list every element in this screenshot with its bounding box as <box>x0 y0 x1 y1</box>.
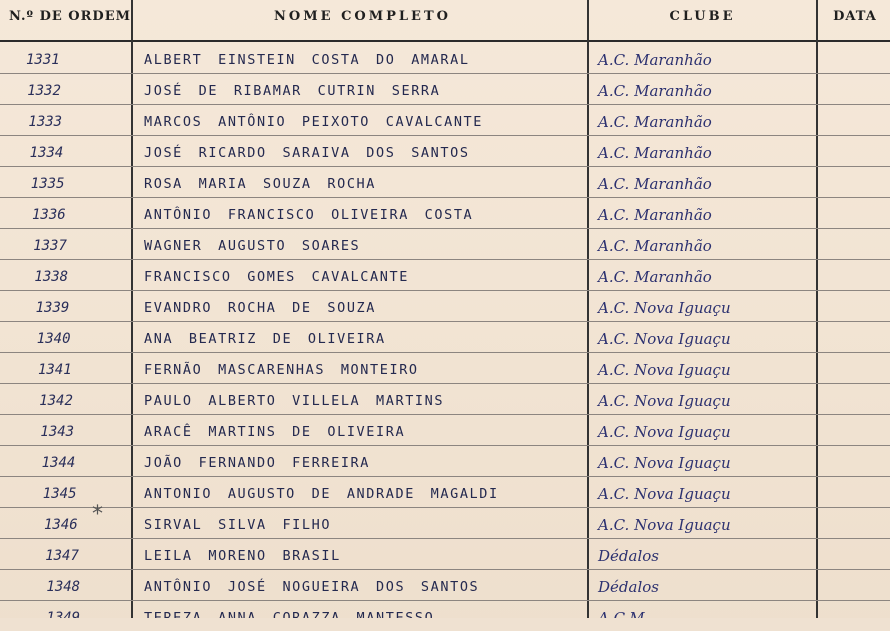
entry-full-name: ALBERT EINSTEIN COSTA DO AMARAL <box>144 52 470 68</box>
entry-order-number: 1342 <box>39 393 73 409</box>
header-club: CLUBE <box>669 9 736 24</box>
entry-full-name: JOSÉ DE RIBAMAR CUTRIN SERRA <box>144 83 441 99</box>
entry-order-number: 1338 <box>34 269 69 285</box>
table-row <box>0 445 890 477</box>
entry-club: A.C. Nova Iguaçu <box>598 516 731 534</box>
entry-full-name: MARCOS ANTÔNIO PEIXOTO CAVALCANTE <box>144 114 484 130</box>
entry-full-name: PAULO ALBERTO VILLELA MARTINS <box>144 393 445 409</box>
entry-full-name: SIRVAL SILVA FILHO <box>144 517 332 533</box>
entry-club: Dédalos <box>598 578 659 596</box>
handwritten-asterisk-mark: * <box>92 502 103 527</box>
entry-club: A.C. Maranhão <box>598 237 712 255</box>
entry-club: A.C. Nova Iguaçu <box>598 485 731 503</box>
entry-order-number: 1331 <box>26 52 60 68</box>
entry-order-number: 1335 <box>30 176 65 192</box>
entry-order-number: 1348 <box>46 579 81 595</box>
entry-club: A.C. Nova Iguaçu <box>598 330 731 348</box>
table-header <box>0 0 890 42</box>
table-row <box>0 352 890 384</box>
table-row <box>0 538 890 570</box>
entry-full-name: EVANDRO ROCHA DE SOUZA <box>144 300 377 316</box>
entry-club: A.C. Maranhão <box>598 175 712 193</box>
entry-club: A.C. Maranhão <box>598 51 712 69</box>
table-row <box>0 414 890 446</box>
table-row <box>0 73 890 105</box>
entry-full-name: ARACÊ MARTINS DE OLIVEIRA <box>144 424 406 440</box>
entry-club: A.C. Nova Iguaçu <box>598 299 731 317</box>
table-row <box>0 104 890 136</box>
entry-club: Dédalos <box>598 547 659 565</box>
table-row <box>0 166 890 198</box>
entry-club: A.C. Maranhão <box>598 144 712 162</box>
header-full-name: NOME COMPLETO <box>274 9 451 24</box>
entry-full-name: JOÃO FERNANDO FERREIRA <box>144 455 371 471</box>
entry-full-name: FERNÃO MASCARENHAS MONTEIRO <box>144 362 419 378</box>
entry-club: A.C. Nova Iguaçu <box>598 454 731 472</box>
table-row <box>0 383 890 415</box>
entry-order-number: 1339 <box>35 300 70 316</box>
table-row <box>0 135 890 167</box>
entry-full-name: WAGNER AUGUSTO SOARES <box>144 238 361 254</box>
table-row <box>0 228 890 260</box>
table-row <box>0 476 890 508</box>
table-row <box>0 569 890 601</box>
entry-order-number: 1341 <box>38 362 72 378</box>
entry-order-number: 1340 <box>36 331 71 347</box>
entry-order-number: 1332 <box>27 83 61 99</box>
entry-club: A.C. Nova Iguaçu <box>598 361 731 379</box>
entry-club: A.C. Maranhão <box>598 206 712 224</box>
entry-full-name: LEILA MORENO BRASIL <box>144 548 341 564</box>
entry-order-number: 1345 <box>42 486 77 502</box>
entry-order-number: 1346 <box>44 517 78 533</box>
entry-full-name: FRANCISCO GOMES CAVALCANTE <box>144 269 409 285</box>
entry-full-name: ANTÔNIO JOSÉ NOGUEIRA DOS SANTOS <box>144 579 480 595</box>
entry-full-name: ANA BEATRIZ DE OLIVEIRA <box>144 331 386 347</box>
entry-order-number: 1344 <box>41 455 76 471</box>
entry-order-number: 1336 <box>32 207 66 223</box>
entry-club: A.C. Maranhão <box>598 113 712 131</box>
table-row <box>0 321 890 353</box>
table-row <box>0 290 890 322</box>
entry-club: A.C. Nova Iguaçu <box>598 392 731 410</box>
entry-full-name: ANTÔNIO FRANCISCO OLIVEIRA COSTA <box>144 207 474 223</box>
entry-full-name: ROSA MARIA SOUZA ROCHA <box>144 176 377 192</box>
entry-order-number: 1347 <box>45 548 79 564</box>
entry-club: A.C. Nova Iguaçu <box>598 423 731 441</box>
header-date: DATA <box>833 9 877 24</box>
table-row <box>0 197 890 229</box>
entry-order-number: 1333 <box>28 114 63 130</box>
entry-club: A.C. Maranhão <box>598 82 712 100</box>
entry-order-number: 1337 <box>33 238 67 254</box>
page-bottom-edge <box>0 618 890 631</box>
table-row <box>0 42 890 74</box>
header-order-number: N.º DE ORDEM <box>8 9 131 24</box>
entry-full-name: JOSÉ RICARDO SARAIVA DOS SANTOS <box>144 145 470 161</box>
entry-club: A.C. Maranhão <box>598 268 712 286</box>
entry-full-name: ANTONIO AUGUSTO DE ANDRADE MAGALDI <box>144 486 499 502</box>
table-row <box>0 507 890 539</box>
table-row <box>0 259 890 291</box>
entry-order-number: 1334 <box>29 145 64 161</box>
entry-order-number: 1343 <box>40 424 75 440</box>
